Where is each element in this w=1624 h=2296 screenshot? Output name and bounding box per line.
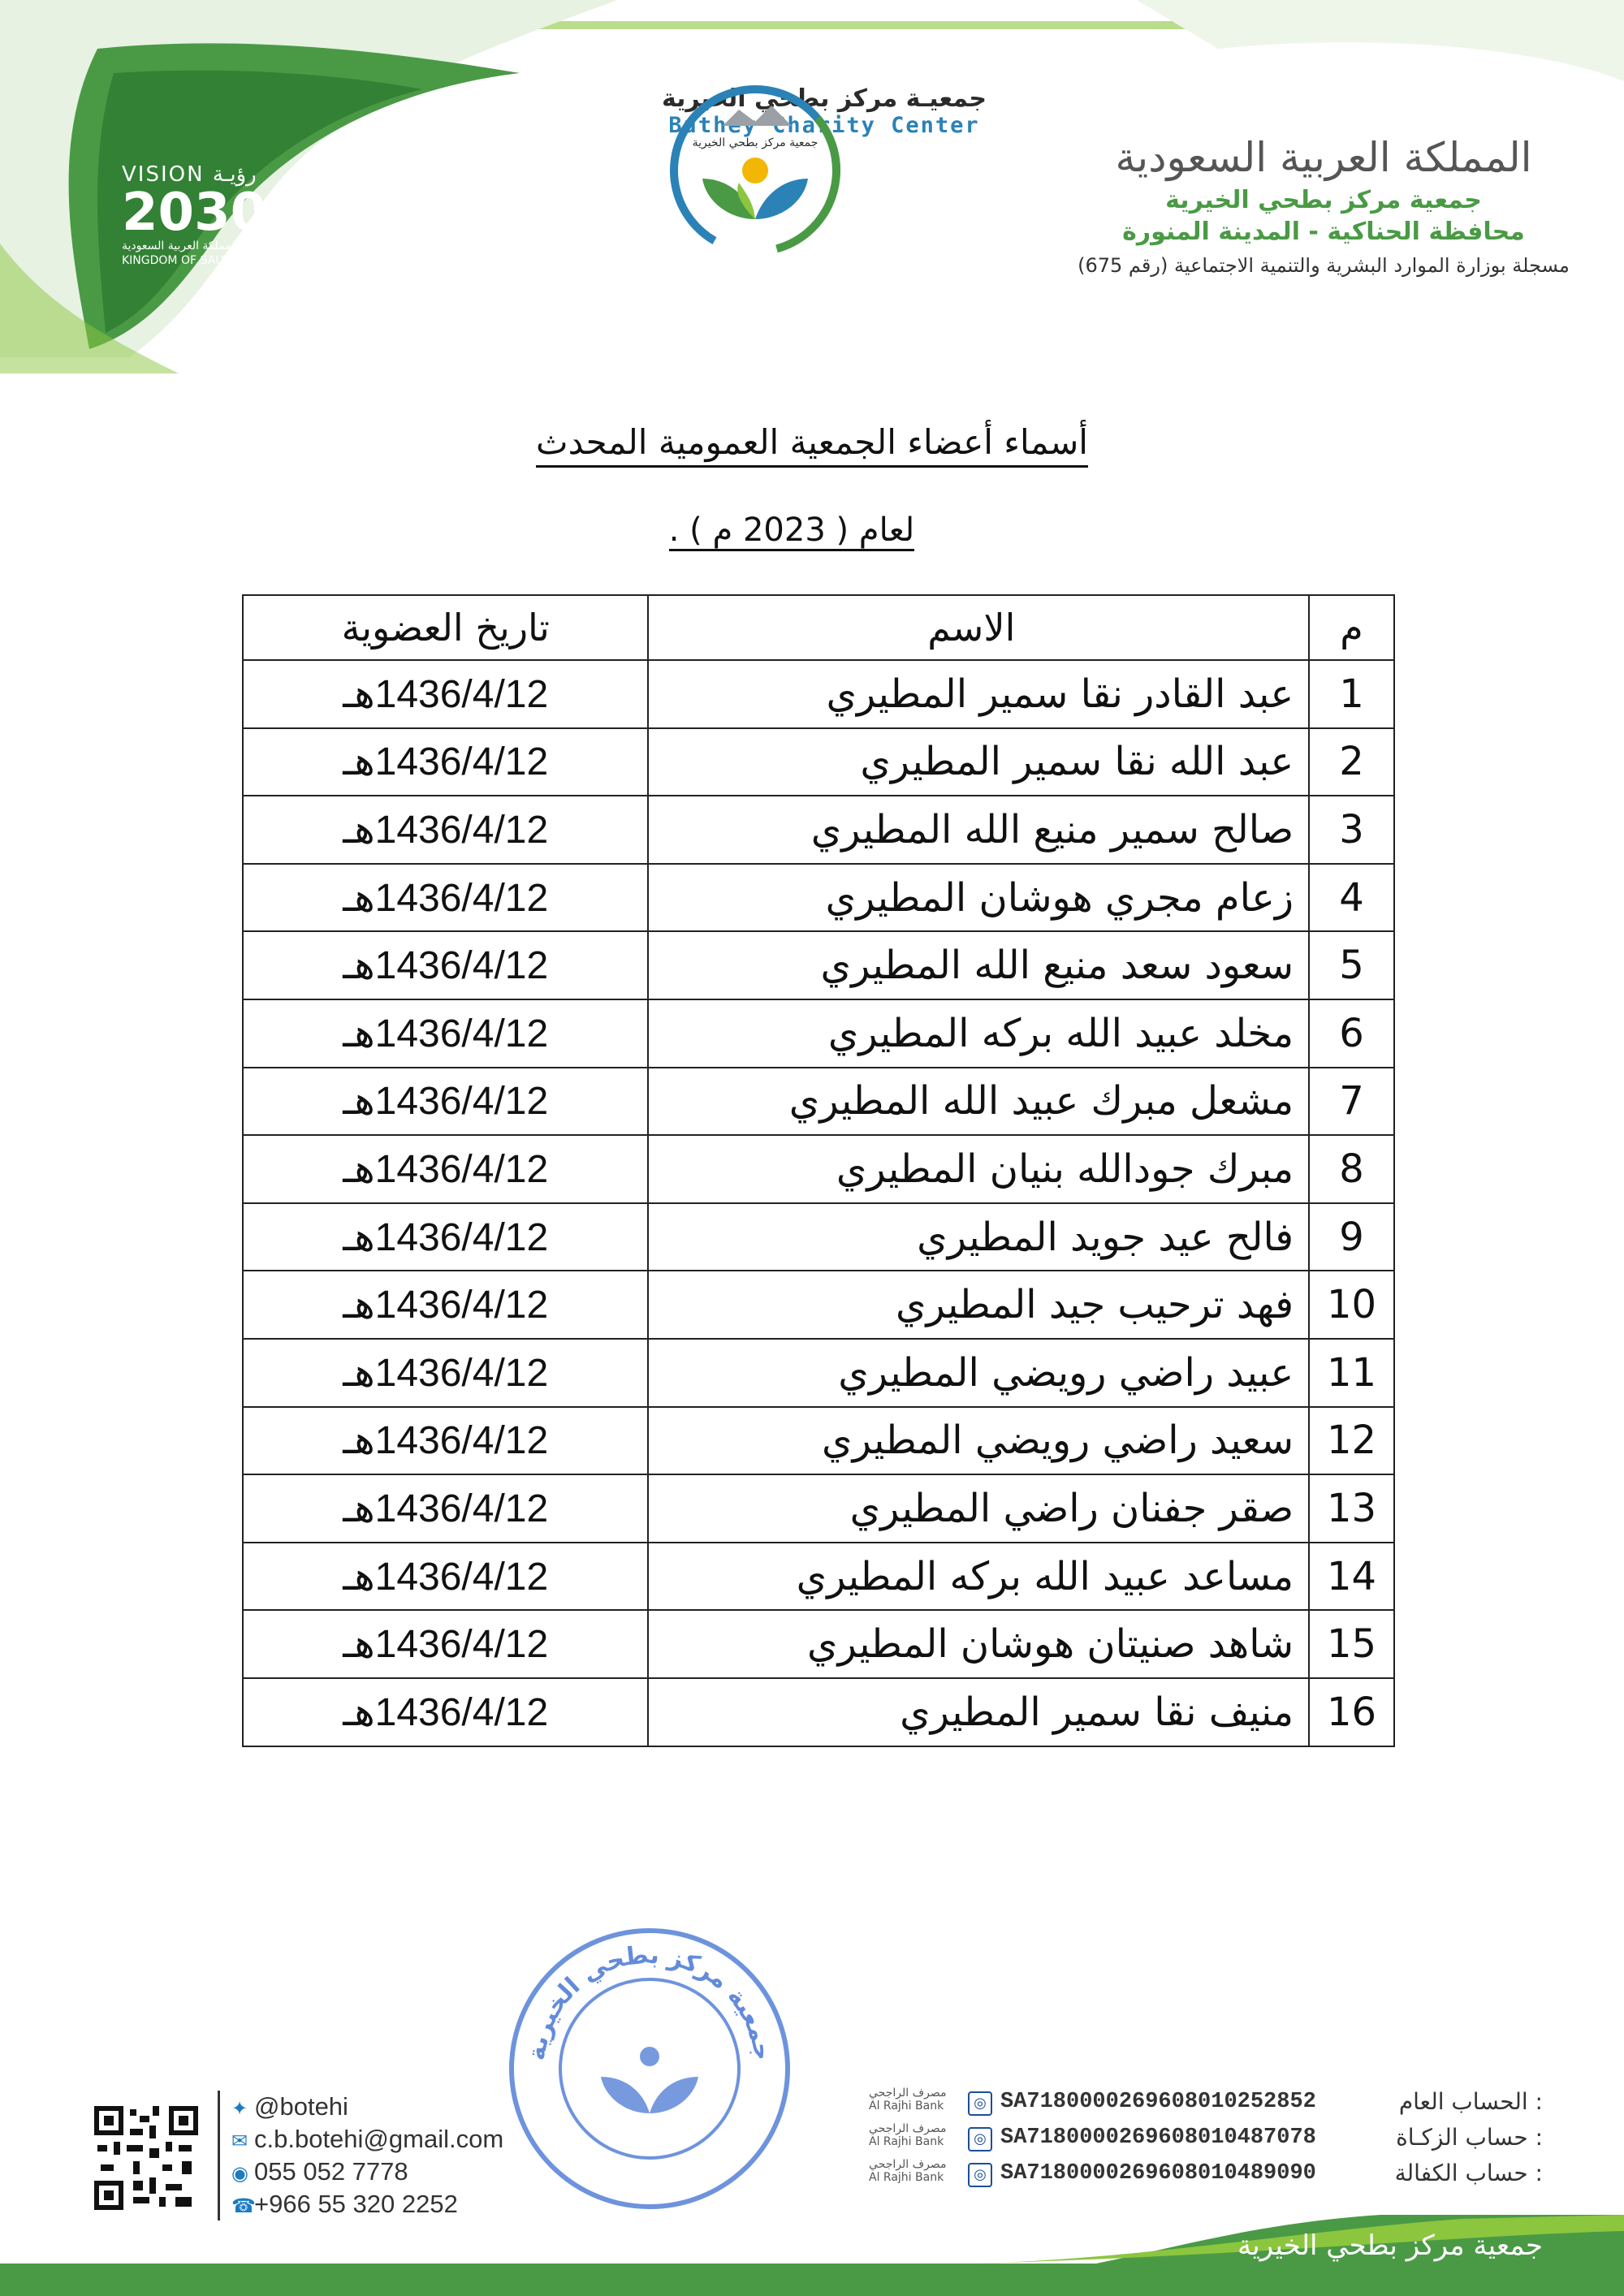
mail-icon: ✉ xyxy=(231,2130,248,2152)
row-number: 11 xyxy=(1309,1339,1394,1407)
member-name: شاهد صنيتان هوشان المطيري xyxy=(648,1610,1309,1678)
member-name: سعود سعد منيع الله المطيري xyxy=(648,931,1309,999)
membership-date: 1436/4/12هـ xyxy=(243,931,648,999)
row-number: 7 xyxy=(1309,1068,1394,1136)
document-title-text: أسماء أعضاء الجمعية العمومية المحدث xyxy=(536,422,1088,468)
bank-icon: ◎ xyxy=(968,2163,992,2187)
member-name: زعام مجري هوشان المطيري xyxy=(648,864,1309,932)
member-name: صالح سمير منيع الله المطيري xyxy=(648,796,1309,864)
row-number: 13 xyxy=(1309,1474,1394,1543)
iban-number[interactable]: SA7180000269608010489090 xyxy=(1000,2161,1316,2186)
row-number: 12 xyxy=(1309,1407,1394,1475)
footer-org-name: جمعية مركز بطحي الخيرية xyxy=(1237,2229,1543,2262)
member-name: مبرك جودالله بنيان المطيري xyxy=(648,1135,1309,1203)
member-name: عبيد راضي رويضي المطيري xyxy=(648,1339,1309,1407)
twitter-icon: ✦ xyxy=(231,2098,248,2120)
member-name: سعيد راضي رويضي المطيري xyxy=(648,1407,1309,1475)
membership-date: 1436/4/12هـ xyxy=(243,1339,648,1407)
bank-account-row xyxy=(869,2158,1567,2194)
table-row xyxy=(243,1135,1394,1203)
iban-number[interactable]: SA7180000269608010252852 xyxy=(1000,2090,1316,2114)
account-label: : حساب الكفالة xyxy=(1394,2160,1543,2186)
iban-number[interactable]: SA7180000269608010487078 xyxy=(1000,2126,1316,2150)
row-number: 2 xyxy=(1309,728,1394,796)
contact-info xyxy=(218,2091,542,2220)
members-table xyxy=(242,594,1395,1747)
row-number: 5 xyxy=(1309,931,1394,999)
charity-logo xyxy=(658,81,991,149)
row-number: 15 xyxy=(1309,1610,1394,1678)
vision-subtitle-ar: المملكة العربية السعودية xyxy=(122,240,239,252)
header-date: تاريخ العضوية xyxy=(243,595,648,660)
table-row xyxy=(243,1474,1394,1543)
letterhead-footer xyxy=(0,1924,1624,2296)
row-number: 8 xyxy=(1309,1135,1394,1203)
table-row xyxy=(243,1068,1394,1136)
row-number: 14 xyxy=(1309,1543,1394,1611)
membership-date: 1436/4/12هـ xyxy=(243,1271,648,1339)
org-name-arabic: جمعيـة مركز بطحي الخيرية xyxy=(661,84,987,113)
vision-subtitle-en: KINGDOM OF SAUDI ARABIA xyxy=(122,254,282,267)
bank-name: مصرف الراجحي Al Rajhi Bank xyxy=(869,2158,947,2184)
letterhead-header xyxy=(0,0,1624,382)
member-name: منيف نقا سمير المطيري xyxy=(648,1678,1309,1746)
membership-date: 1436/4/12هـ xyxy=(243,728,648,796)
member-name: فالح عيد جويد المطيري xyxy=(648,1203,1309,1271)
member-name: عبد القادر نقا سمير المطيري xyxy=(648,660,1309,728)
bank-account-row xyxy=(869,2087,1567,2122)
qr-code-icon[interactable] xyxy=(91,2103,201,2213)
table-row xyxy=(243,999,1394,1068)
logo-text: جمعية مركز بطحي الخيرية xyxy=(692,136,818,149)
membership-date: 1436/4/12هـ xyxy=(243,1610,648,1678)
table-row xyxy=(243,660,1394,728)
table-row xyxy=(243,1678,1394,1746)
row-number: 10 xyxy=(1309,1271,1394,1339)
membership-date: 1436/4/12هـ xyxy=(243,1474,648,1543)
row-number: 6 xyxy=(1309,999,1394,1068)
table-row xyxy=(243,796,1394,864)
stamp-text: جمعية مركز بطحي الخيرية xyxy=(522,1940,777,2063)
header-name: الاسم xyxy=(648,595,1309,660)
membership-date: 1436/4/12هـ xyxy=(243,660,648,728)
member-name: مخلد عبيد الله بركه المطيري xyxy=(648,999,1309,1068)
row-number: 1 xyxy=(1309,660,1394,728)
account-label: : الحساب العام xyxy=(1398,2088,1543,2115)
landline-number[interactable]: +966 55 320 2252 xyxy=(254,2190,458,2218)
member-name: مساعد عبيد الله بركه المطيري xyxy=(648,1543,1309,1611)
vision-label: VISION رؤيـة xyxy=(122,162,257,187)
official-stamp xyxy=(495,1914,804,2223)
bank-icon: ◎ xyxy=(968,2127,992,2151)
member-name: فهد ترحيب جيد المطيري xyxy=(648,1271,1309,1339)
table-row xyxy=(243,1339,1394,1407)
org-name-english: Buthey Charity Center xyxy=(668,113,980,138)
vision-year: 2030 xyxy=(122,183,267,243)
phone-number[interactable]: 055 052 7778 xyxy=(254,2157,408,2186)
member-name: صقر جفنان راضي المطيري xyxy=(648,1474,1309,1543)
membership-date: 1436/4/12هـ xyxy=(243,1678,648,1746)
table-row xyxy=(243,931,1394,999)
membership-date: 1436/4/12هـ xyxy=(243,796,648,864)
document-subtitle xyxy=(609,511,974,549)
member-name: مشعل مبرك عبيد الله المطيري xyxy=(648,1068,1309,1136)
member-name: عبد الله نقا سمير المطيري xyxy=(648,728,1309,796)
membership-date: 1436/4/12هـ xyxy=(243,1203,648,1271)
table-row xyxy=(243,864,1394,932)
table-row xyxy=(243,1610,1394,1678)
membership-date: 1436/4/12هـ xyxy=(243,864,648,932)
membership-date: 1436/4/12هـ xyxy=(243,1407,648,1475)
governorate-name: محافظة الحناكية - المدينة المنورة xyxy=(1122,218,1525,246)
table-header-row xyxy=(243,595,1394,660)
registration-note: مسجلة بوزارة الموارد البشرية والتنمية الاجتماعية (رقم 675) xyxy=(1078,254,1570,277)
bank-name: مصرف الراجحي Al Rajhi Bank xyxy=(869,2087,947,2113)
twitter-handle[interactable]: @botehi xyxy=(254,2092,348,2121)
table-row xyxy=(243,728,1394,796)
vision-2030-logo xyxy=(122,162,292,268)
table-row xyxy=(243,1203,1394,1271)
account-label: : حساب الزكـاة xyxy=(1396,2124,1543,2151)
phone-icon: ☎ xyxy=(231,2195,256,2217)
document-subtitle-text: لعام ( 2023 م ) . xyxy=(669,511,915,551)
membership-date: 1436/4/12هـ xyxy=(243,1068,648,1136)
membership-date: 1436/4/12هـ xyxy=(243,999,648,1068)
bank-icon: ◎ xyxy=(968,2091,992,2116)
bank-accounts xyxy=(869,2087,1567,2194)
table-row xyxy=(243,1543,1394,1611)
row-number: 9 xyxy=(1309,1203,1394,1271)
whatsapp-icon: ◉ xyxy=(231,2163,248,2185)
kingdom-title: المملكة العربية السعودية xyxy=(1115,134,1532,181)
association-name: جمعية مركز بطحي الخيرية xyxy=(1165,186,1482,214)
membership-date: 1436/4/12هـ xyxy=(243,1543,648,1611)
row-number: 4 xyxy=(1309,864,1394,932)
membership-date: 1436/4/12هـ xyxy=(243,1135,648,1203)
bank-account-row xyxy=(869,2122,1567,2158)
charity-logo-icon xyxy=(658,81,853,268)
row-number: 3 xyxy=(1309,796,1394,864)
header-number: م xyxy=(1309,595,1394,660)
official-heading xyxy=(1047,134,1600,277)
bank-name: مصرف الراجحي Al Rajhi Bank xyxy=(869,2122,947,2148)
email-address[interactable]: c.b.botehi@gmail.com xyxy=(254,2125,504,2153)
document-title xyxy=(406,422,1218,462)
table-row xyxy=(243,1407,1394,1475)
row-number: 16 xyxy=(1309,1678,1394,1746)
table-row xyxy=(243,1271,1394,1339)
